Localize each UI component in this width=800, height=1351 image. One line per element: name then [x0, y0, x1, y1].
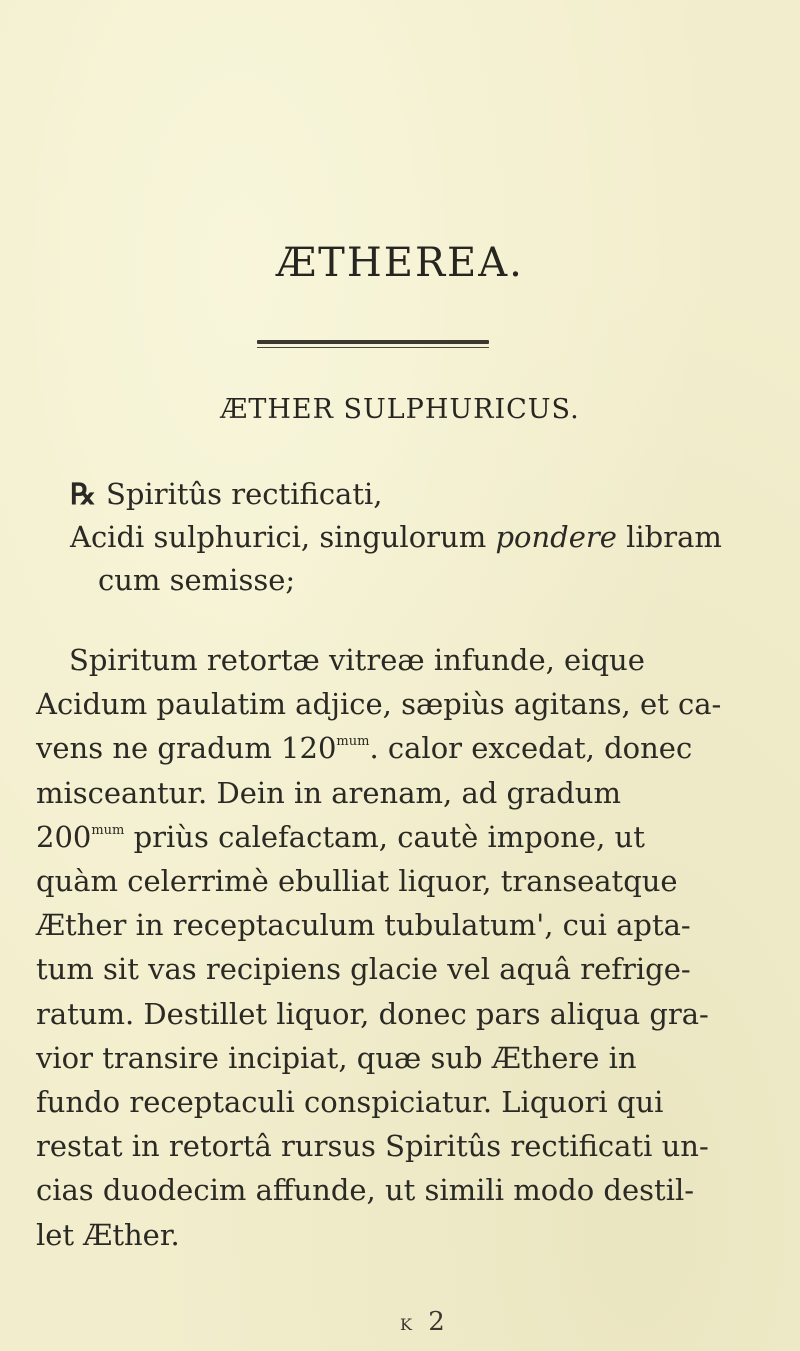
paragraph-line — [36, 815, 736, 859]
recipe-line-1 — [70, 473, 770, 516]
recipe-line-2-italic: pondere — [495, 520, 617, 554]
paragraph-line: let Æther. — [36, 1217, 180, 1252]
paragraph-line-pre: vens ne gradum 120 — [36, 731, 337, 766]
superscript-mum: mum — [336, 734, 370, 750]
superscript-mum: mum — [91, 822, 125, 838]
paragraph-line: misceantur. Dein in arenam, ad gradum — [36, 775, 621, 810]
paragraph-line: tum sit vas recipiens glacie vel aquâ refrige- — [36, 952, 691, 987]
signature-number: 2 — [428, 1307, 451, 1337]
paragraph-line-pre: 200 — [36, 819, 92, 854]
recipe-line-2-pre: Acidi sulphurici, singulorum — [70, 520, 496, 554]
recipe-line-2 — [70, 516, 770, 559]
instruction-paragraph — [36, 638, 736, 1257]
page-title: ÆTHEREA. — [276, 240, 524, 286]
paragraph-line: cias duodecim affunde, ut simili modo destil- — [36, 1173, 695, 1208]
signature-letter: K — [400, 1315, 414, 1334]
paragraph-line: quàm celerrimè ebulliat liquor, transeatque — [36, 864, 678, 899]
recipe-symbol-icon: ℞ — [70, 477, 96, 511]
rule-thick-line — [257, 340, 489, 344]
paragraph-line-post: priùs calefactam, cautè impone, ut — [124, 819, 645, 854]
paragraph-line — [36, 726, 736, 770]
paragraph-line: Spiritum retortæ vitreæ infunde, eique — [69, 643, 645, 677]
recipe-line-3: cum semisse; — [98, 563, 296, 597]
title-rule-divider — [257, 340, 489, 348]
paragraph-line: Acidum paulatim adjice, sæpiùs agitans, et ca- — [36, 687, 722, 722]
paragraph-line: ratum. Destillet liquor, donec pars aliqua gra- — [36, 996, 709, 1031]
printer-signature-mark — [400, 1307, 451, 1337]
paragraph-line: Æther in receptaculum tubulatum', cui apta- — [36, 908, 691, 943]
recipe-line-2-post: libram — [616, 520, 722, 554]
recipe-line-1-text: Spiritûs rectificati, — [106, 477, 383, 511]
recipe-block — [70, 473, 770, 602]
paragraph-line: restat in retortâ rursus Spiritûs rectificati un- — [36, 1129, 709, 1164]
paragraph-line: vior transire incipiat, quæ sub Æthere in — [36, 1040, 637, 1075]
paragraph-line: fundo receptaculi conspiciatur. Liquori qui — [36, 1085, 664, 1120]
rule-thin-line — [257, 347, 489, 348]
section-heading: ÆTHER SULPHURICUS. — [220, 394, 580, 425]
paragraph-line-post: . calor excedat, donec — [369, 731, 693, 766]
